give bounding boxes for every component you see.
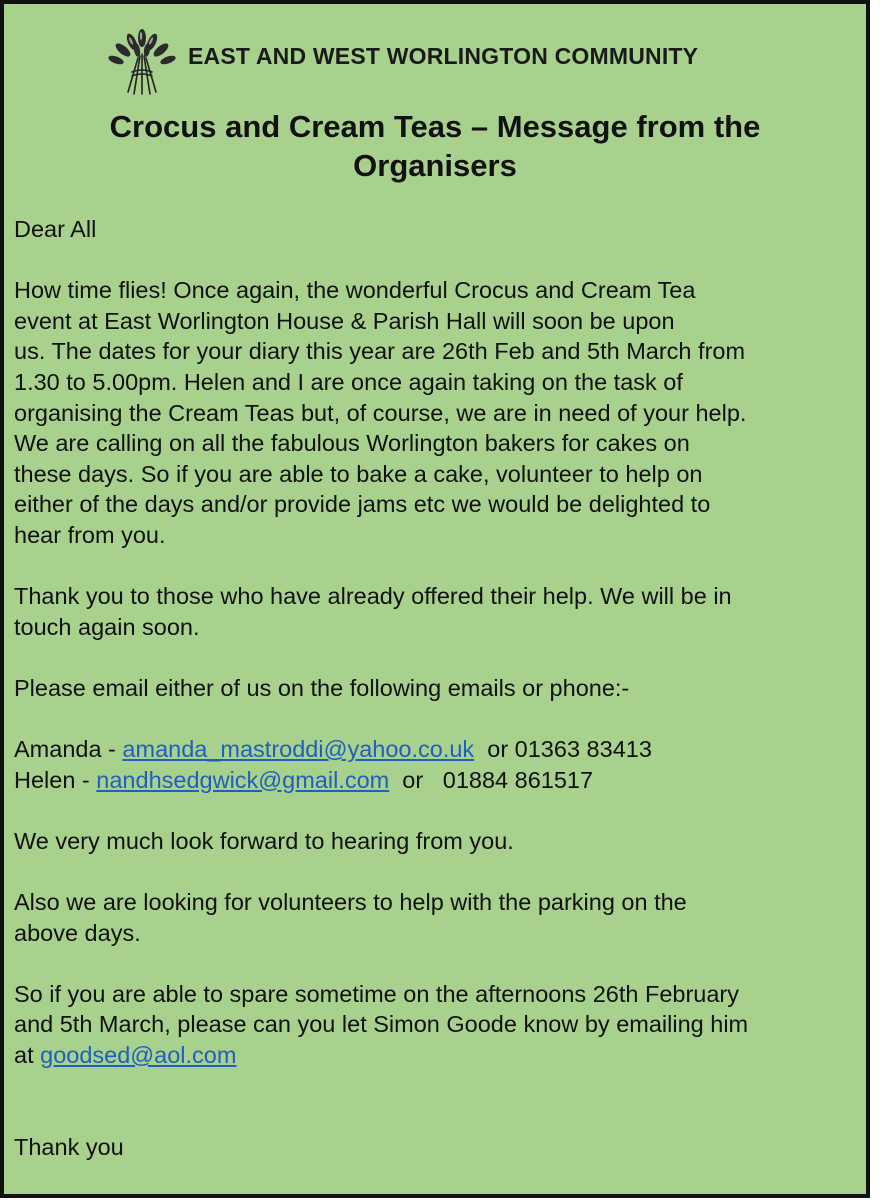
greeting: Dear All	[14, 216, 97, 242]
contact-amanda	[14, 734, 864, 765]
spacer	[14, 551, 864, 582]
spacer	[14, 1071, 864, 1132]
helen-email-link[interactable]: nandhsedgwick@gmail.com	[96, 766, 390, 793]
contact-name: Amanda -	[14, 736, 123, 763]
wheat-sheaf-icon	[104, 24, 180, 96]
paragraph-line: Thank you to those who have already offered their help. We will be in	[14, 583, 732, 610]
title-line-2: Organisers	[353, 148, 517, 183]
amanda-email-link[interactable]: amanda_mastroddi@yahoo.co.uk	[122, 736, 475, 763]
contact-separator: or	[389, 766, 443, 793]
contact-phone: 01884 861517	[442, 766, 594, 793]
paragraph-line: We are calling on all the fabulous Worlington bakers for cakes on	[14, 430, 690, 457]
paragraph-event-details	[14, 275, 864, 550]
paragraph-line: event at East Worlington House & Parish Hall will soon be upon	[14, 307, 675, 334]
page-title	[4, 107, 866, 185]
paragraph-line: Also we are looking for volunteers to help with the parking on the	[14, 889, 687, 916]
contact-phone: 01363 83413	[514, 736, 652, 763]
spacer	[14, 948, 864, 979]
spacer	[14, 245, 864, 276]
paragraph-line: touch again soon.	[14, 613, 200, 640]
paragraph-line	[14, 1040, 864, 1071]
paragraph-line: hear from you.	[14, 521, 166, 548]
paragraph-line: above days.	[14, 919, 141, 946]
title-line-1: Crocus and Cream Teas – Message from the	[109, 109, 761, 144]
header	[104, 24, 698, 96]
organisation-name: EAST AND WEST WORLINGTON COMMUNITY	[188, 42, 699, 69]
paragraph-line: either of the days and/or provide jams etc we would be delighted to	[14, 491, 711, 518]
look-forward: We very much look forward to hearing from you.	[14, 827, 514, 854]
simon-email-link[interactable]: goodsed@aol.com	[40, 1042, 237, 1069]
paragraph-line: us. The dates for your diary this year are 26th Feb and 5th March from	[14, 338, 746, 365]
paragraph-line: How time flies! Once again, the wonderful Crocus and Cream Tea	[14, 277, 696, 304]
contact-name: Helen -	[14, 766, 97, 793]
paragraph-line: these days. So if you are able to bake a cake, volunteer to help on	[14, 460, 703, 487]
paragraph-parking	[14, 887, 864, 948]
paragraph-thanks	[14, 581, 864, 642]
letter-body	[14, 214, 864, 1162]
spacer	[14, 642, 864, 673]
paragraph-line: and 5th March, please can you let Simon Goode know by emailing him	[14, 1011, 749, 1038]
paragraph-line: 1.30 to 5.00pm. Helen and I are once again taking on the task of	[14, 368, 683, 395]
contact-helen	[14, 765, 864, 796]
contact-intro: Please email either of us on the following emails or phone:-	[14, 674, 630, 701]
paragraph-line: So if you are able to spare sometime on the afternoons 26th February	[14, 980, 740, 1007]
closing: Thank you	[14, 1133, 124, 1160]
contact-separator: or	[474, 736, 515, 763]
paragraph-spare-time	[14, 979, 864, 1071]
spacer	[14, 795, 864, 826]
spacer	[14, 704, 864, 735]
paragraph-line: organising the Cream Teas but, of course, we are in need of your help.	[14, 399, 747, 426]
spacer	[14, 856, 864, 887]
email-prefix: at	[14, 1042, 41, 1069]
